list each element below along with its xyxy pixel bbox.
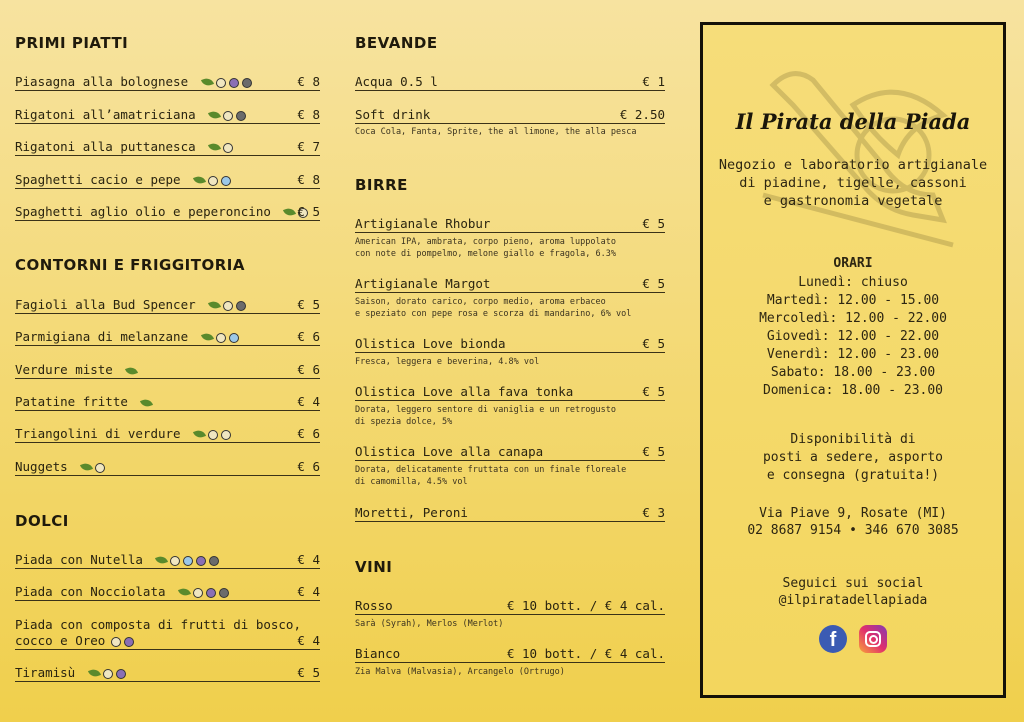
item-name: Olistica Love alla canapa <box>355 444 544 459</box>
desc-line: di camomilla, 4.5% vol <box>355 477 468 487</box>
item-name: Rigatoni all’amatriciana <box>15 107 196 122</box>
item-price: € 5 <box>297 297 320 312</box>
divider <box>355 123 665 124</box>
tagline-line: e gastronomia vegetale <box>763 193 943 209</box>
item-description: Coca Cola, Fanta, Sprite, the al limone, the alla pesca <box>355 127 637 137</box>
item-price: € 1 <box>642 74 665 89</box>
phone-numbers: 02 8687 9154 • 346 670 3085 <box>747 523 959 538</box>
item-price: € 4 <box>297 633 320 648</box>
divider <box>355 400 665 401</box>
section-title-contorni: CONTORNI E FRIGGITORIA <box>15 256 245 274</box>
item-name: Soft drink <box>355 107 431 122</box>
service-line: Disponibilità di <box>790 432 916 447</box>
item-price: € 8 <box>297 74 320 89</box>
hours-line: Mercoledì: 12.00 - 22.00 <box>759 311 947 326</box>
item-price: € 8 <box>297 172 320 187</box>
item-name: Artigianale Rhobur <box>355 216 491 231</box>
item-price: € 4 <box>297 584 320 599</box>
menu-item <box>355 277 665 291</box>
menu-item <box>355 337 665 351</box>
item-description <box>355 404 616 428</box>
menu-item <box>355 108 665 122</box>
item-name: Artigianale Margot <box>355 276 491 291</box>
item-price: € 4 <box>297 394 320 409</box>
item-description: Sarà (Syrah), Merlos (Merlot) <box>355 619 504 629</box>
social-handle[interactable]: @ilpiratadellapiada <box>778 593 928 608</box>
divider <box>355 292 665 293</box>
social-title: Seguici sui social <box>782 576 924 591</box>
item-price: € 10 bott. / € 4 cal. <box>506 598 665 613</box>
item-price: € 5 <box>642 276 665 291</box>
item-name: Triangolini di verdure <box>15 426 181 441</box>
item-price: € 2.50 <box>619 107 665 122</box>
section-title-bevande: BEVANDE <box>355 34 438 52</box>
menu-item <box>355 217 665 231</box>
service-line: posti a sedere, asporto <box>762 450 943 465</box>
item-price: € 10 bott. / € 4 cal. <box>506 646 665 661</box>
section-title-primi: PRIMI PIATTI <box>15 34 129 52</box>
service-info <box>703 431 1003 485</box>
item-description <box>355 236 616 260</box>
item-name: Bianco <box>355 646 401 661</box>
item-name: Moretti, Peroni <box>355 505 468 520</box>
item-price: € 5 <box>642 444 665 459</box>
item-price: € 5 <box>642 216 665 231</box>
item-name: Acqua 0.5 l <box>355 74 438 89</box>
desc-line: con note di pompelmo, melone giallo e fragola, 6.3% <box>355 249 616 259</box>
desc-line: e speziato con pepe rosa e scorza di mandarino, 6% vol <box>355 309 632 319</box>
item-price: € 5 <box>642 336 665 351</box>
divider <box>355 90 665 91</box>
hours-line: Lunedì: chiuso <box>798 275 908 290</box>
section-title-dolci: DOLCI <box>15 512 69 530</box>
desc-line: di spezia dolce, 5% <box>355 417 453 427</box>
desc-line: Dorata, leggero sentore di vaniglia e un retrogusto <box>355 405 616 415</box>
divider <box>355 232 665 233</box>
item-description <box>355 464 626 488</box>
menu-item <box>355 647 665 661</box>
item-description: Fresca, leggera e beverina, 4.8% vol <box>355 357 540 367</box>
menu-item <box>355 385 665 399</box>
item-name: Rosso <box>355 598 393 613</box>
divider <box>355 352 665 353</box>
item-name: Nuggets <box>15 459 68 474</box>
tagline <box>703 156 1003 210</box>
item-name: Spaghetti aglio olio e peperoncino <box>15 204 271 219</box>
desc-line: Dorata, delicatamente fruttata con un finale floreale <box>355 465 627 475</box>
tagline-line: Negozio e laboratorio artigianale <box>718 157 988 173</box>
item-price: € 7 <box>297 139 320 154</box>
facebook-icon[interactable]: f <box>819 625 847 653</box>
item-price: € 6 <box>297 362 320 377</box>
hours-line: Martedì: 12.00 - 15.00 <box>766 293 940 308</box>
info-panel <box>700 22 1006 698</box>
item-price: € 5 <box>642 384 665 399</box>
item-name: Olistica Love alla fava tonka <box>355 384 574 399</box>
divider <box>355 521 665 522</box>
item-name: Piada con Nutella <box>15 552 143 567</box>
hours-line: Sabato: 18.00 - 23.00 <box>770 365 936 380</box>
item-price: € 5 <box>297 665 320 680</box>
divider <box>355 614 665 615</box>
address: Via Piave 9, Rosate (MI) <box>759 506 947 521</box>
item-description: Zia Malva (Malvasia), Arcangelo (Ortrugo) <box>355 667 565 677</box>
item-price: € 3 <box>642 505 665 520</box>
section-title-vini: VINI <box>355 558 393 576</box>
divider <box>355 460 665 461</box>
opening-hours-title: ORARI <box>833 256 873 271</box>
desc-line: American IPA, ambrata, corpo pieno, aroma luppolato <box>355 237 616 247</box>
brand-name: Il Pirata della Piada <box>735 109 971 134</box>
menu-item <box>355 506 665 520</box>
hours-line: Giovedì: 12.00 - 22.00 <box>766 329 940 344</box>
menu-item <box>355 599 665 613</box>
item-price: € 4 <box>297 552 320 567</box>
item-name: Rigatoni alla puttanesca <box>15 139 196 154</box>
hours-line: Domenica: 18.00 - 23.00 <box>762 383 943 398</box>
item-price: € 6 <box>297 329 320 344</box>
item-price: € 6 <box>297 426 320 441</box>
hours-line: Venerdì: 12.00 - 23.00 <box>766 347 940 362</box>
opening-hours <box>703 274 1003 400</box>
social-icons <box>703 625 1003 653</box>
desc-line: Saison, dorato carico, corpo medio, aroma erbaceo <box>355 297 606 307</box>
tagline-line: di piadine, tigelle, cassoni <box>739 175 967 191</box>
item-price: € 8 <box>297 107 320 122</box>
item-name: Spaghetti cacio e pepe <box>15 172 181 187</box>
pirate-emblem-watermark <box>733 45 973 255</box>
item-name: Piada con composta di frutti di bosco, <box>15 617 301 632</box>
service-line: e consegna (gratuita!) <box>766 468 940 483</box>
item-name: Parmigiana di melanzane <box>15 329 189 344</box>
item-name: Olistica Love bionda <box>355 336 506 351</box>
section-title-birre: BIRRE <box>355 176 408 194</box>
item-price: € 6 <box>297 459 320 474</box>
item-name: Verdure miste <box>15 362 113 377</box>
item-name: Tiramisù <box>15 665 76 680</box>
divider <box>355 662 665 663</box>
instagram-icon[interactable] <box>859 625 887 653</box>
item-name: Fagioli alla Bud Spencer <box>15 297 196 312</box>
menu-item <box>355 445 665 459</box>
item-name: Patatine fritte <box>15 394 128 409</box>
item-description <box>355 296 631 320</box>
item-name: Piada con Nocciolata <box>15 584 166 599</box>
item-price: € 5 <box>297 204 320 219</box>
item-name: Piasagna alla bolognese <box>15 74 189 89</box>
item-name-cont: cocco e Oreo <box>15 633 106 648</box>
menu-item <box>355 75 665 89</box>
